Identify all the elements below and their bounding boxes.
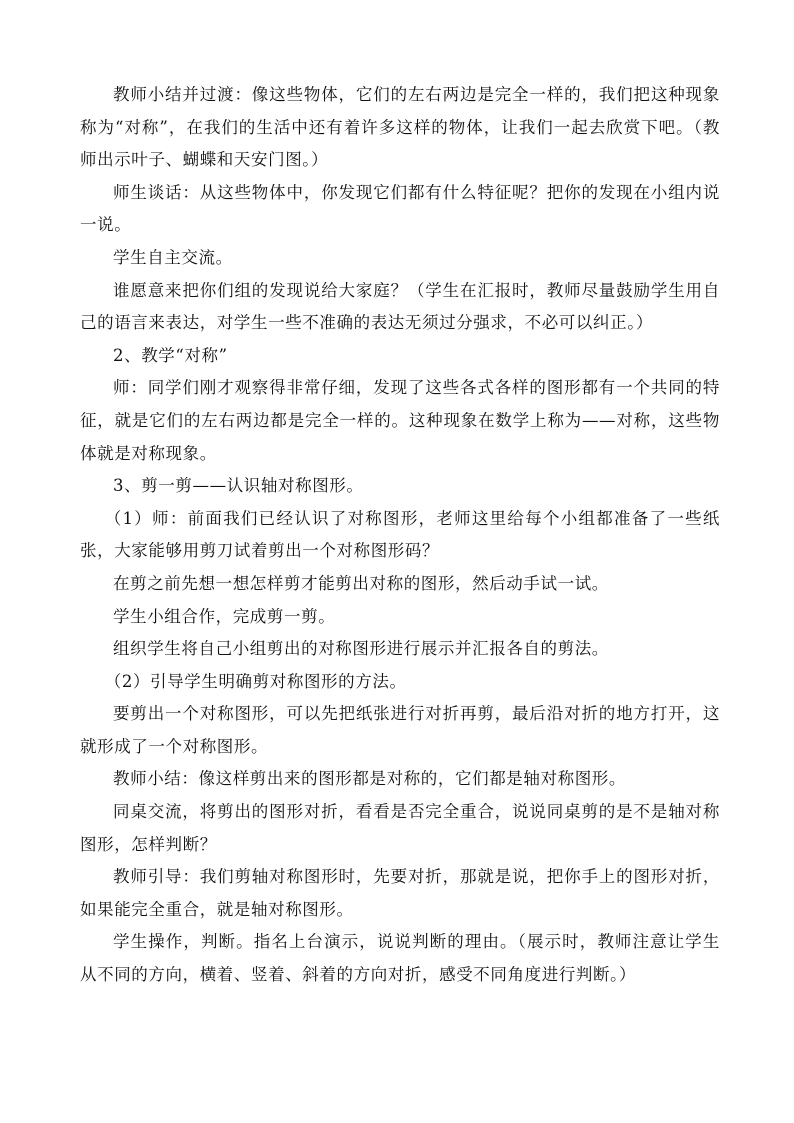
paragraph: 学生自主交流。	[113, 247, 233, 267]
paragraph: 师生谈话：从这些物体中，你发现它们都有什么特征呢？把你的发现在小组内说一说。	[80, 182, 720, 235]
paragraph: 组织学生将自己小组剪出的对称图形进行展示并汇报各自的剪法。	[113, 639, 609, 659]
paragraph: 教师小结：像这样剪出来的图形都是对称的，它们都是轴对称图形。	[113, 769, 626, 789]
paragraph: （1）师：前面我们已经认识了对称图形，老师这里给每个小组都准备了一些纸张，大家能够用剪刀试着剪出一个对称图形码？	[80, 508, 720, 561]
paragraph: 教师小结并过渡：像这些物体，它们的左右两边是完全一样的，我们把这种现象称为“对称”，在我们的生活中还有着许多这样的物体，让我们一起去欣赏下吧。（教师出示叶子、蝴蝶和天安门图。）	[80, 85, 720, 170]
paragraph: 教师引导：我们剪轴对称图形时，先要对折，那就是说，把你手上的图形对折，如果能完全重合，就是轴对称图形。	[80, 867, 720, 919]
paragraph: 在剪之前先想一想怎样剪才能剪出对称的图形，然后动手试一试。	[113, 573, 609, 593]
document-body	[80, 79, 720, 992]
paragraph: （2）引导学生明确剪对称图形的方法。	[104, 671, 407, 691]
paragraph: 同桌交流，将剪出的图形对折，看看是否完全重合，说说同桌剪的是不是轴对称图形，怎样判断？	[80, 802, 720, 854]
paragraph: 师：同学们刚才观察得非常仔细，发现了这些各式各样的图形都有一个共同的特征，就是它们的左右两边都是完全一样的。这种现象在数学上称为——对称，这些物体就是对称现象。	[80, 378, 720, 463]
paragraph: 要剪出一个对称图形，可以先把纸张进行对折再剪，最后沿对折的地方打开，这就形成了一个对称图形。	[80, 704, 720, 756]
paragraph: 学生操作，判断。指名上台演示，说说判断的理由。（展示时，教师注意让学生从不同的方向，横着、竖着、斜着的方向对折，感受不同角度进行判断。）	[80, 932, 720, 985]
paragraph: 谁愿意来把你们组的发现说给大家庭？（学生在汇报时，教师尽量鼓励学生用自己的语言来表达，对学生一些不准确的表达无须过分强求，不必可以纠正。）	[80, 280, 720, 333]
paragraph: 学生小组合作，完成剪一剪。	[113, 606, 336, 626]
section-heading: 2、教学“对称”	[113, 345, 228, 365]
section-heading: 3、剪一剪——认识轴对称图形。	[113, 476, 364, 496]
